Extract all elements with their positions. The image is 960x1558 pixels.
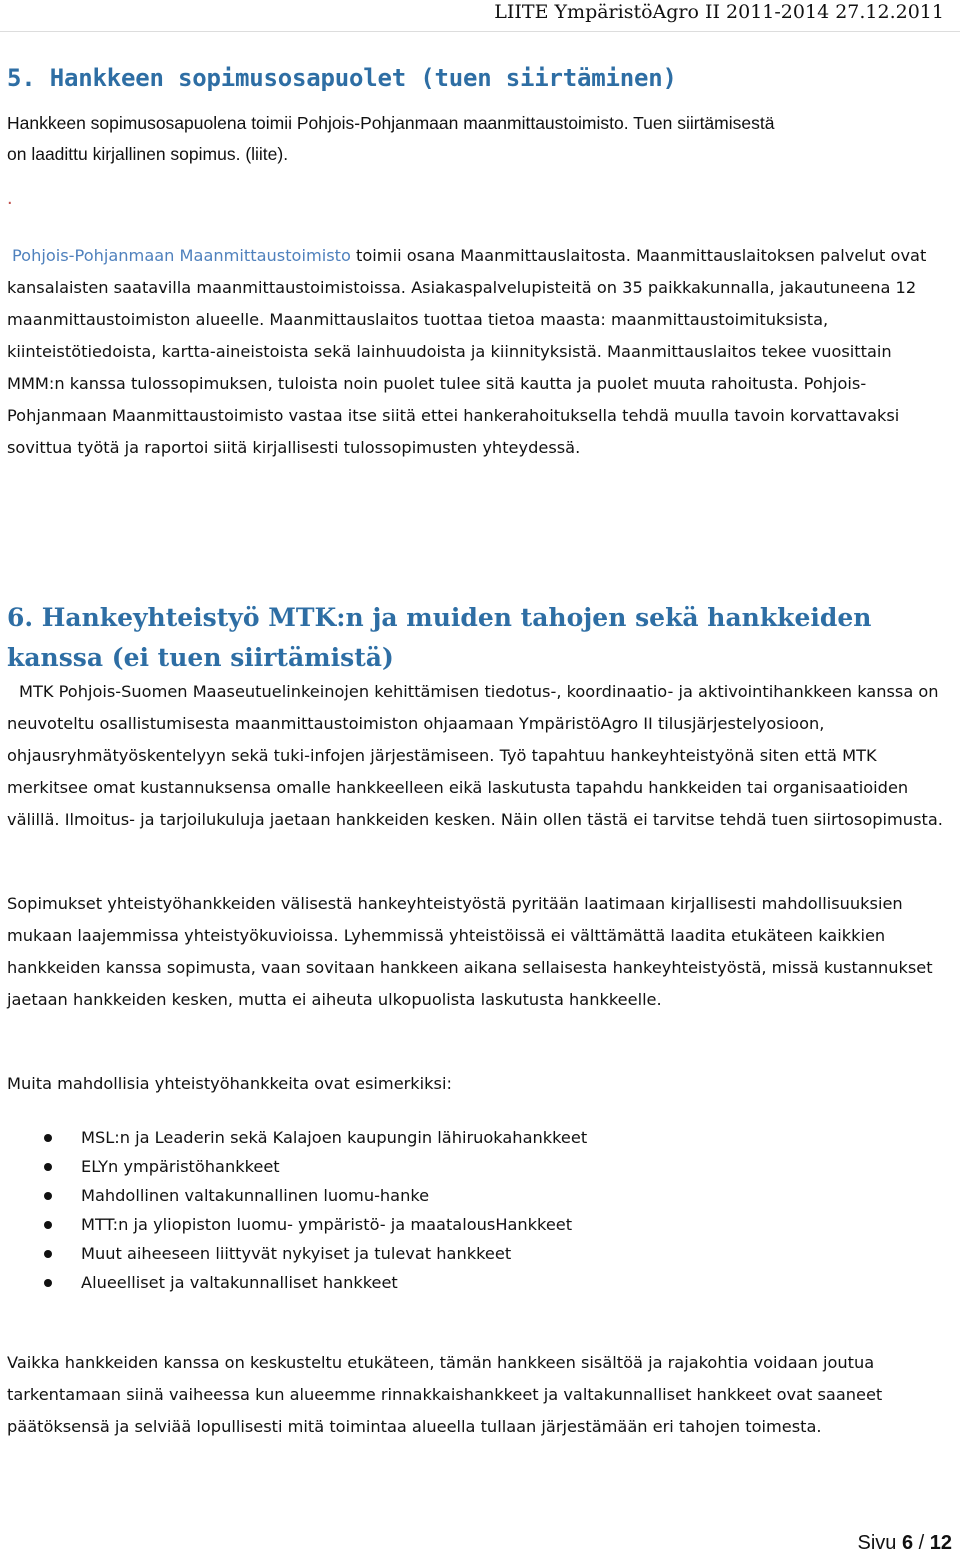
list-item [0,1239,940,1268]
mtk-text: MTK Pohjois-Suomen Maaseutuelinkeinojen kehittämisen tiedotus-, koordinaatio- ja aktivointihankkeen kanssa on neuvoteltu osallistumisesta maanmittaustoimiston ohjaamaan YmpäristöAgro II tilusjärjestelyosioon, ohjausryhmätyöskentelyyn sekä tuki-infojen järjestämiseen. Työ tapahtuu hankeyhteistyönä siten että MTK merkitsee omat kustannuksensa omalle hankkeelleen eikä laskutusta tapahdu hankkeiden tai organisaatioiden välillä. Ilmoitus- ja tarjoilukuluja jaetaan hankkeiden kesken. Näin ollen tästä ei tarvitse tehdä tuen siirtosopimusta. [7,682,943,829]
page-total: 12 [929,1532,952,1554]
bullet-icon [44,1134,52,1142]
list-item [0,1123,940,1152]
list-item [0,1152,940,1181]
section-5-heading: 5. Hankkeen sopimusosapuolet (tuen siirtäminen) [7,64,677,92]
page-current: 6 [901,1532,914,1554]
vaikka-paragraph: Vaikka hankkeiden kanssa on keskusteltu etukäteen, tämän hankkeen sisältöä ja rajakohtia voidaan joutua tarkentamaan siinä vaiheessa kun alueemme rinnakkaishankkeet ja valtakunnalliset hankkeet ovat saaneet päätöksensä ja selviää lopullisesti mitä toimintaa alueella tullaan järjestämään eri tahojen toimesta. [7,1353,883,1436]
examples-list [0,1123,940,1297]
bullet-icon [44,1250,52,1258]
bullet-icon [44,1221,52,1229]
list-item-text: Mahdollinen valtakunnallinen luomu-hanke [81,1186,430,1205]
page-separator: / [913,1532,930,1554]
section-5-intro-line-2: on laadittu kirjallinen sopimus. (liite). [7,144,289,164]
list-item [0,1210,940,1239]
list-item-text: MSL:n ja Leaderin sekä Kalajoen kaupungin lähiruokahankkeet [81,1128,588,1147]
section-5-intro [7,108,942,170]
muita-paragraph: Muita mahdollisia yhteistyöhankkeita ovat esimerkiksi: [7,1074,452,1093]
list-item-text: MTT:n ja yliopiston luomu- ympäristö- ja maatalousHankkeet [81,1215,573,1234]
list-item [0,1181,940,1210]
mtk-paragraph [7,676,952,836]
maanmittaustoimisto-link[interactable]: Pohjois-Pohjanmaan Maanmittaustoimisto [12,246,351,265]
stray-dot: . [7,187,13,209]
section-6-heading: 6. Hankeyhteistyö MTK:n ja muiden tahojen sekä hankkeiden kanssa (ei tuen siirtämistä) [7,603,872,672]
list-item-text: Alueelliset ja valtakunnalliset hankkeet [81,1273,398,1292]
bullet-icon [44,1192,52,1200]
bullet-icon [44,1163,52,1171]
bullet-icon [44,1279,52,1287]
section-5-intro-line-1: Hankkeen sopimusosapuolena toimii Pohjois-Pohjanmaan maanmittaustoimisto. Tuen siirtämisestä [7,113,775,133]
maanmittaus-body: toimii osana Maanmittauslaitosta. Maanmittauslaitoksen palvelut ovat kansalaisten saatavilla maanmittaustoimistoissa. Asiakaspalvelupisteitä on 35 paikkakunnalla, jakautuneena 12 maanmittaustoimiston alueelle. Maanmittauslaitos tuottaa tietoa maasta: maanmittaustoimituksista, kiinteistötiedoista, kartta-aineistoista sekä lainhuudoista ja kiinnityksistä. Maanmittauslaitos tekee vuosittain MMM:n kanssa tulossopimuksen, tuloista noin puolet tulee sitä kautta ja puolet muuta rahoitusta. Pohjois-Pohjanmaan Maanmittaustoimisto vastaa itse siitä ettei hankerahoituksella tehdä muulla tavoin korvattavaksi sovittua työtä ja raportoi siitä kirjallisesti tulossopimusten yhteydessä. [7,246,927,457]
page-header [0,0,960,32]
page-label: Sivu [857,1532,902,1554]
page-number [857,1528,952,1558]
maanmittaus-paragraph [7,240,952,464]
sopimukset-paragraph: Sopimukset yhteistyöhankkeiden välisestä hankeyhteistyöstä pyritään laatimaan kirjallisesti mahdollisuuksien mukaan laajemmissa yhteistyökuvioissa. Lyhemmissä yhteistöissä ei välttämättä laadita etukäteen kaikkien hankkeiden kanssa sopimusta, vaan sovitaan hankkeen aikana sellaisesta hankeyhteistyöstä, missä kustannukset jaetaan hankkeiden kesken, mutta ei aiheuta ulkopuolista laskutusta hankkeelle. [7,894,933,1009]
header-text: LIITE YmpäristöAgro II 2011-2014 27.12.2011 [494,1,944,23]
list-item-text: Muut aiheeseen liittyvät nykyiset ja tulevat hankkeet [81,1244,512,1263]
list-item-text: ELYn ympäristöhankkeet [81,1157,280,1176]
list-item [0,1268,940,1297]
